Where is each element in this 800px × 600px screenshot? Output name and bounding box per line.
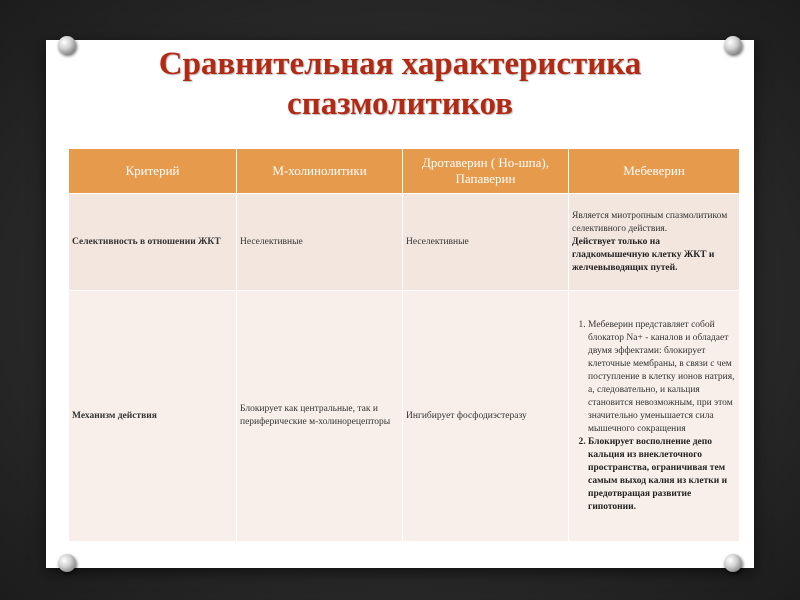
slide-title — [46, 44, 754, 124]
mebeverine-action-text: Действует только на гладкомышечную клетку ЖКТ и желчевыводящих путей. — [572, 236, 715, 273]
header-mebeverine: Мебеверин — [569, 149, 740, 194]
table-header-row — [69, 149, 740, 194]
table-row — [69, 194, 740, 291]
cell-drotaverine: Неселективные — [403, 194, 569, 291]
pushpin-icon — [58, 554, 76, 572]
cell-mebeverine — [569, 291, 740, 542]
pushpin-icon — [724, 554, 742, 572]
title-line-1: Сравнительная характеристика — [158, 46, 642, 82]
header-drotaverine: Дротаверин ( Но-шпа), Папаверин — [403, 149, 569, 194]
header-m-cholinolytics: М-холинолитики — [237, 149, 403, 194]
list-item: 1. Мебеверин представляет собой блокатор Na+ - каналов и обладает двумя эффектами: блокирует клеточные мембраны, в связи с чем поступление в клетку ионов натрия, а, следовательно, и кальция становится невозможным, при этом значительно уменьшается сила мышечного сокращения — [588, 319, 736, 436]
cell-drotaverine: Ингибирует фосфодиэстеразу — [403, 291, 569, 542]
list-item: 2. Блокирует восполнение депо кальция из внеклеточного пространства, ограничивая тем самым выход калия из клетки и предотвращая развитие гипотонии. — [588, 436, 736, 514]
cell-criterion: Механизм действия — [69, 291, 237, 542]
header-criterion: Критерий — [69, 149, 237, 194]
cell-m-cholinolytics: Блокирует как центральные, так и периферические м-холинорецепторы — [237, 291, 403, 542]
cell-criterion: Селективность в отношении ЖКТ — [69, 194, 237, 291]
mebeverine-selectivity-text: Является миотропным спазмолитиком селективного действия. — [572, 210, 728, 234]
cell-mebeverine — [569, 194, 740, 291]
comparison-table — [68, 148, 740, 542]
table-row — [69, 291, 740, 542]
cell-m-cholinolytics: Неселективные — [237, 194, 403, 291]
title-line-2: спазмолитиков — [287, 86, 513, 122]
mebeverine-mechanism-list — [572, 319, 736, 514]
